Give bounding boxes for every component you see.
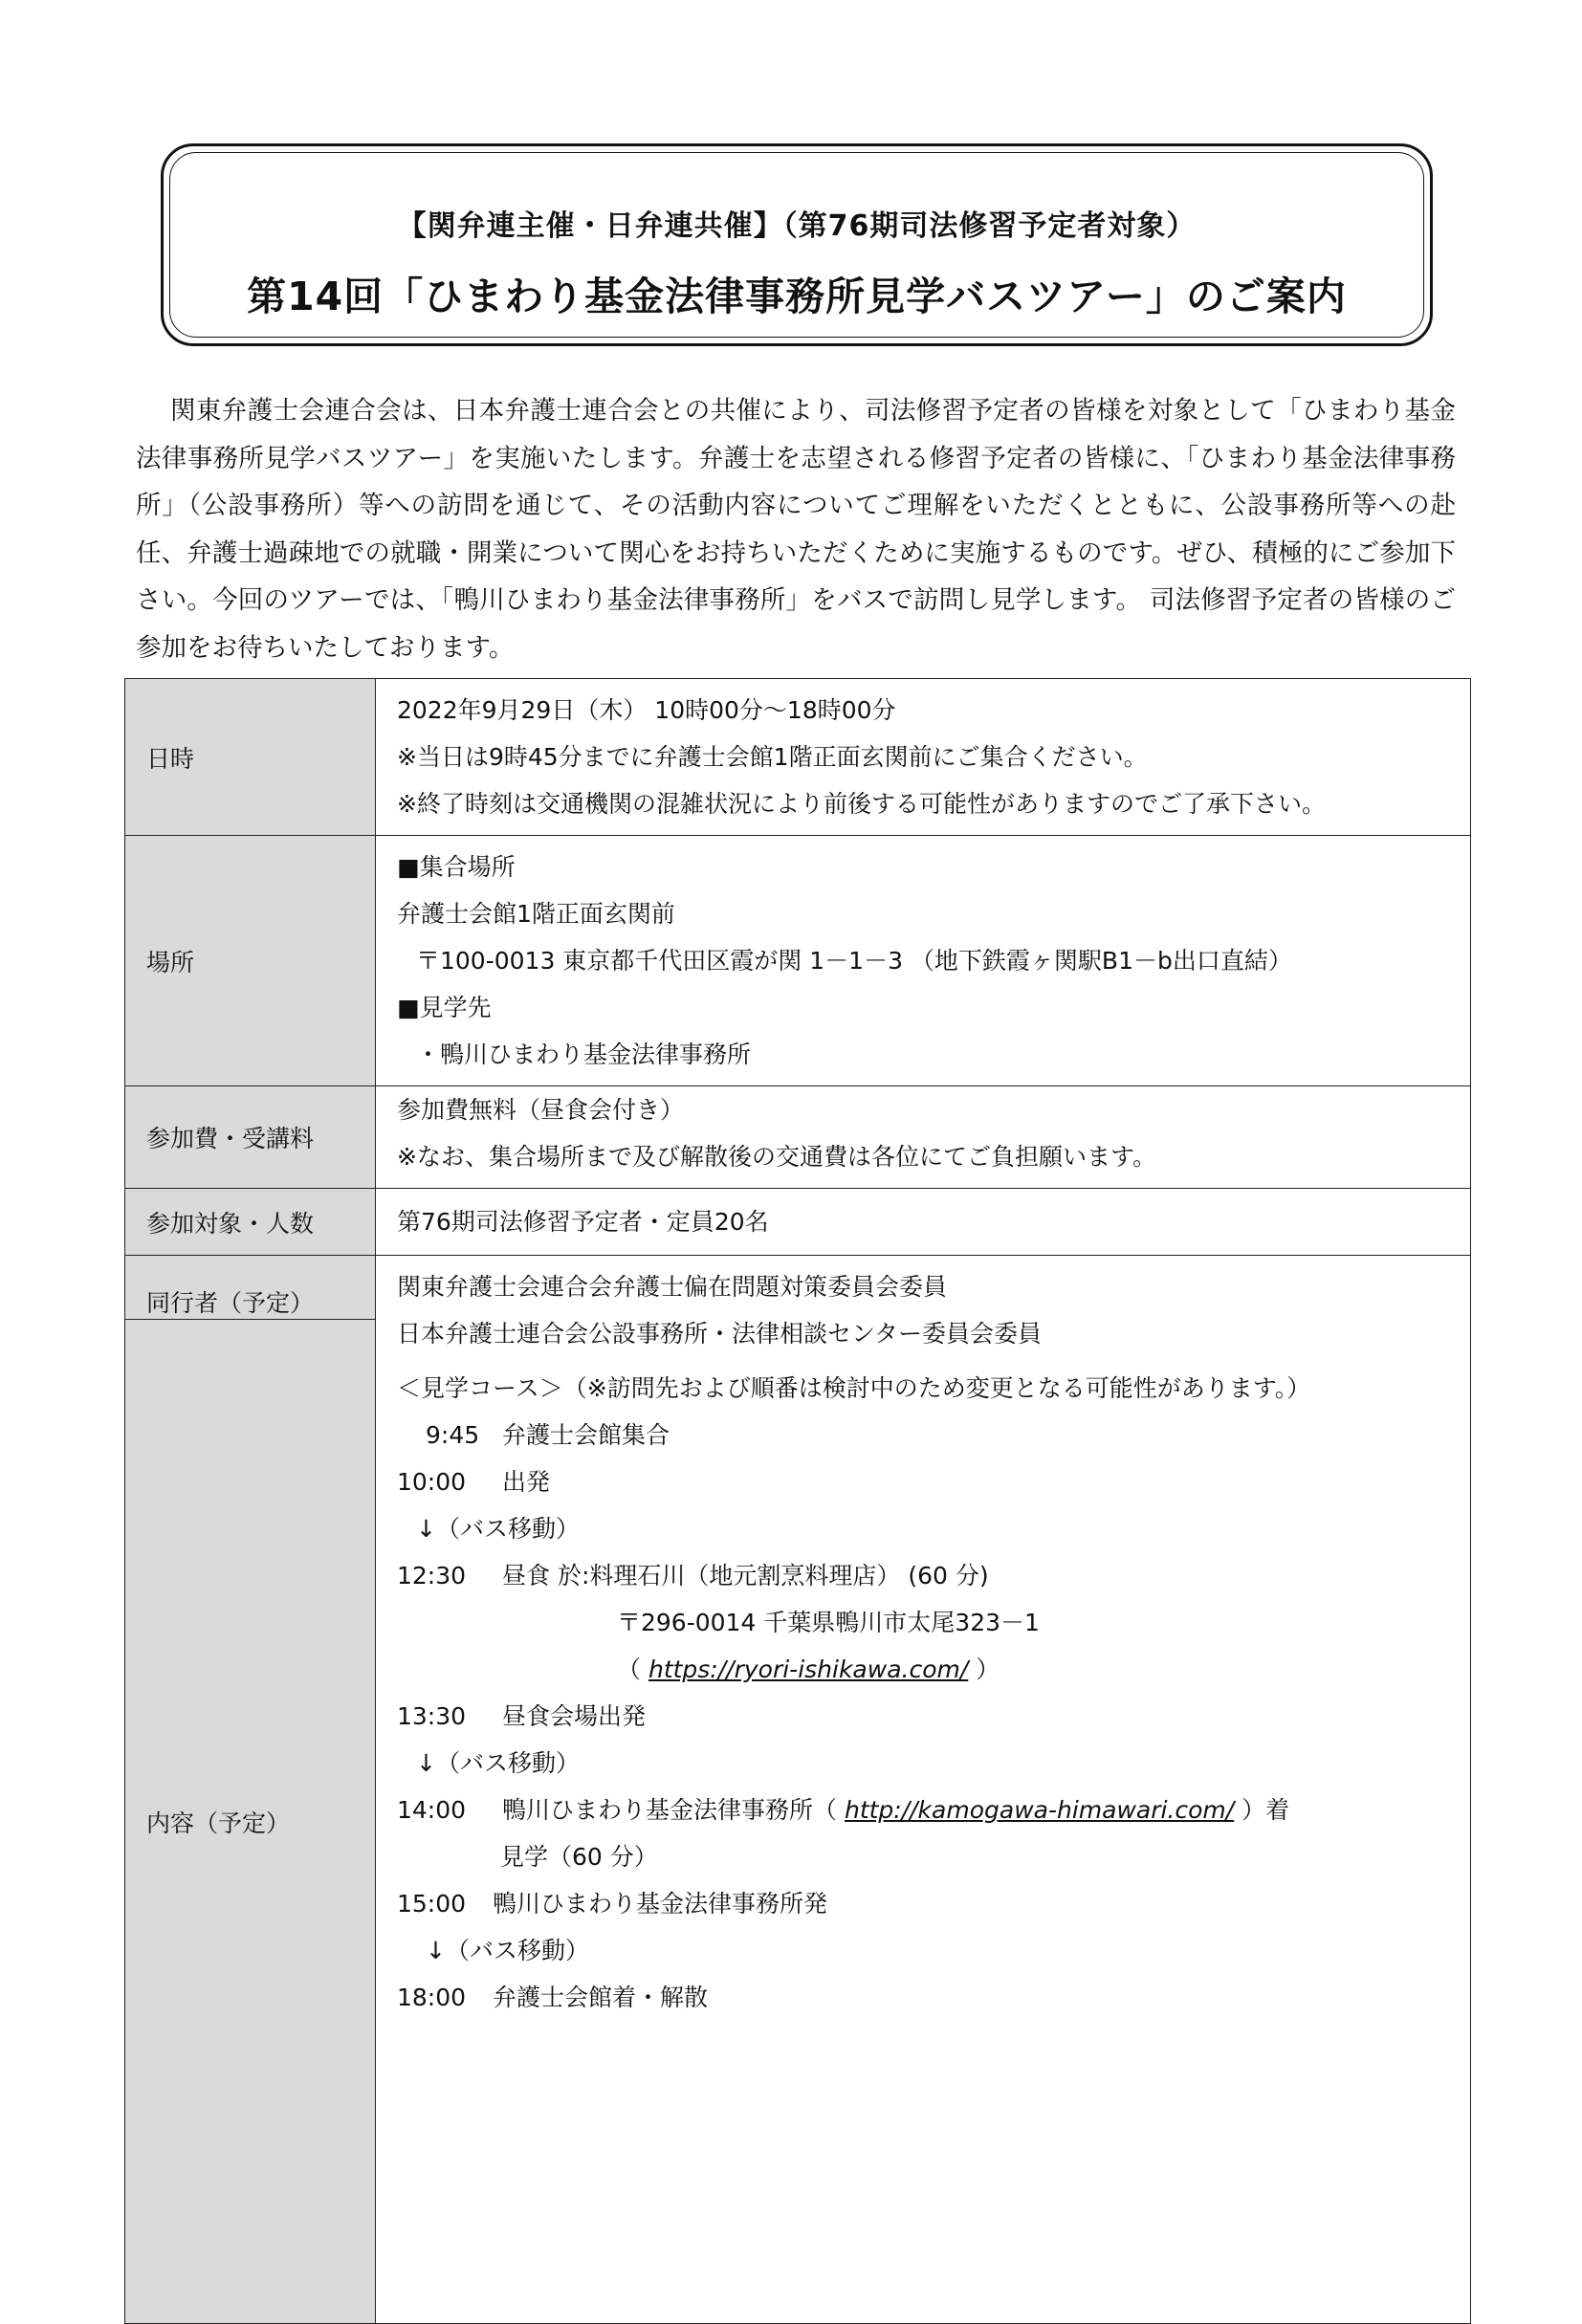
- row-companions: [125, 1256, 1471, 1320]
- paren-open: （: [617, 1655, 642, 1683]
- time-0945: 9:45: [426, 1421, 480, 1449]
- text-0945: 弁護士会館集合: [502, 1421, 670, 1449]
- text-1230: 昼食 於:料理石川（地元割烹料理店） (60 分): [502, 1562, 989, 1590]
- value-place: [376, 836, 1471, 1086]
- date-note-1: ※当日は9時45分までに弁護士会館1階正面玄関前にご集合ください。: [397, 743, 1148, 771]
- intro-text: 関東弁護士会連合会は、日本弁護士連合会との共催により、司法修習予定者の皆様を対象として「ひまわり基金法律事務所見学バスツアー」を実施いたします。弁護士を志望される修習予定者の皆様に、「ひまわり基金法律事務所」（公設事務所）等への訪問を通じて、その活動内容についてご理解をいただくとともに、公設事務所等への赴任、弁護士過疎地での就職・開業について関心をお持ちいただくために実施するものです。ぜひ、積極的にご参加下さい。今回のツアーでは、「鴨川ひまわり基金法律事務所」をバスで訪問し見学します。 司法修習予定者の皆様のご参加をお待ちいたしております。: [136, 396, 1456, 663]
- bus-move-3: ↓（バス移動）: [426, 1937, 589, 1964]
- meet-heading: ■集合場所: [397, 853, 516, 881]
- value-target: [376, 1189, 1471, 1256]
- visit-name: ・鴨川ひまわり基金法律事務所: [416, 1041, 752, 1068]
- time-1230: 12:30: [397, 1562, 467, 1590]
- fee-note: ※なお、集合場所まで及び解散後の交通費は各位にてご負担願います。: [397, 1143, 1156, 1171]
- text-1500: 鴨川ひまわり基金法律事務所発: [493, 1890, 828, 1918]
- row-fee: [125, 1086, 1471, 1189]
- time-1800: 18:00: [397, 1984, 467, 2011]
- value-date: [376, 679, 1471, 836]
- title-subtitle: 【関弁連主催・日弁連共催】（第76期司法修習予定者対象）: [397, 209, 1197, 243]
- course-heading: ＜見学コース＞（※訪問先および順番は検討中のため変更となる可能性があります。）: [397, 1374, 1311, 1402]
- label-date: 日時: [125, 679, 376, 836]
- schedule-1230: [397, 1552, 1459, 1599]
- page-title: 第14回「ひまわり基金法律事務所見学バスツアー」のご案内: [247, 274, 1347, 319]
- intro-paragraph: [136, 387, 1456, 671]
- schedule-1400: [397, 1787, 1459, 1833]
- time-1330: 13:30: [397, 1702, 467, 1730]
- row-place: [125, 836, 1471, 1086]
- time-1400: 14:00: [397, 1796, 467, 1824]
- label-fee: 参加費・受講料: [125, 1086, 376, 1189]
- lunch-url-line: [397, 1646, 1459, 1693]
- label-target: 参加対象・人数: [125, 1189, 376, 1256]
- date-note-2: ※終了時刻は交通機関の混雑状況により前後する可能性がありますのでご了承下さい。: [397, 790, 1326, 818]
- meet-name: 弁護士会館1階正面玄関前: [397, 900, 675, 928]
- label-content: 内容（予定）: [125, 1320, 376, 2324]
- fee-line: 参加費無料（昼食会付き）: [397, 1096, 685, 1124]
- row-target: [125, 1189, 1471, 1256]
- label-place: 場所: [125, 836, 376, 1086]
- companion-1: 関東弁護士会連合会弁護士偏在問題対策委員会委員: [397, 1273, 948, 1301]
- target-value: 第76期司法修習予定者・定員20名: [397, 1208, 769, 1236]
- paren-close: ）: [976, 1655, 1000, 1683]
- text-1400-after: ）着: [1241, 1796, 1290, 1824]
- time-1000: 10:00: [397, 1468, 467, 1496]
- visit-note: 見学（60 分）: [500, 1843, 658, 1871]
- lunch-url-link[interactable]: https://ryori-ishikawa.com/: [648, 1655, 969, 1683]
- schedule-1800: [397, 1974, 1459, 2021]
- meet-address: 〒100-0013 東京都千代田区霞が関 1－1－3 （地下鉄霞ヶ関駅B1－b出口直結）: [416, 947, 1292, 975]
- schedule-1000: [397, 1458, 1459, 1505]
- schedule-1500: [397, 1880, 1459, 1927]
- label-companions: 同行者（予定）: [125, 1256, 376, 1320]
- companion-2: 日本弁護士連合会公設事務所・法律相談センター委員会委員: [397, 1320, 1043, 1348]
- text-1330: 昼食会場出発: [502, 1702, 647, 1730]
- text-1400: 鴨川ひまわり基金法律事務所（: [502, 1796, 838, 1824]
- time-1500: 15:00: [397, 1890, 467, 1918]
- bus-move-2: ↓（バス移動）: [416, 1749, 580, 1777]
- info-table: [124, 678, 1471, 2324]
- office-url-link[interactable]: http://kamogawa-himawari.com/: [844, 1796, 1235, 1824]
- row-date: [125, 679, 1471, 836]
- value-fee: [376, 1086, 1471, 1189]
- title-box: [161, 143, 1433, 346]
- bus-move-1: ↓（バス移動）: [416, 1515, 580, 1543]
- schedule-1330: [397, 1693, 1459, 1740]
- schedule-0945: [397, 1412, 1459, 1458]
- visit-heading: ■見学先: [397, 994, 492, 1021]
- lunch-address: 〒296-0014 千葉県鴨川市太尾323－1: [617, 1609, 1040, 1636]
- value-companions-content: [376, 1256, 1471, 2324]
- text-1000: 出発: [502, 1468, 551, 1496]
- date-line: 2022年9月29日（木） 10時00分～18時00分: [397, 696, 896, 724]
- text-1800: 弁護士会館着・解散: [493, 1984, 709, 2011]
